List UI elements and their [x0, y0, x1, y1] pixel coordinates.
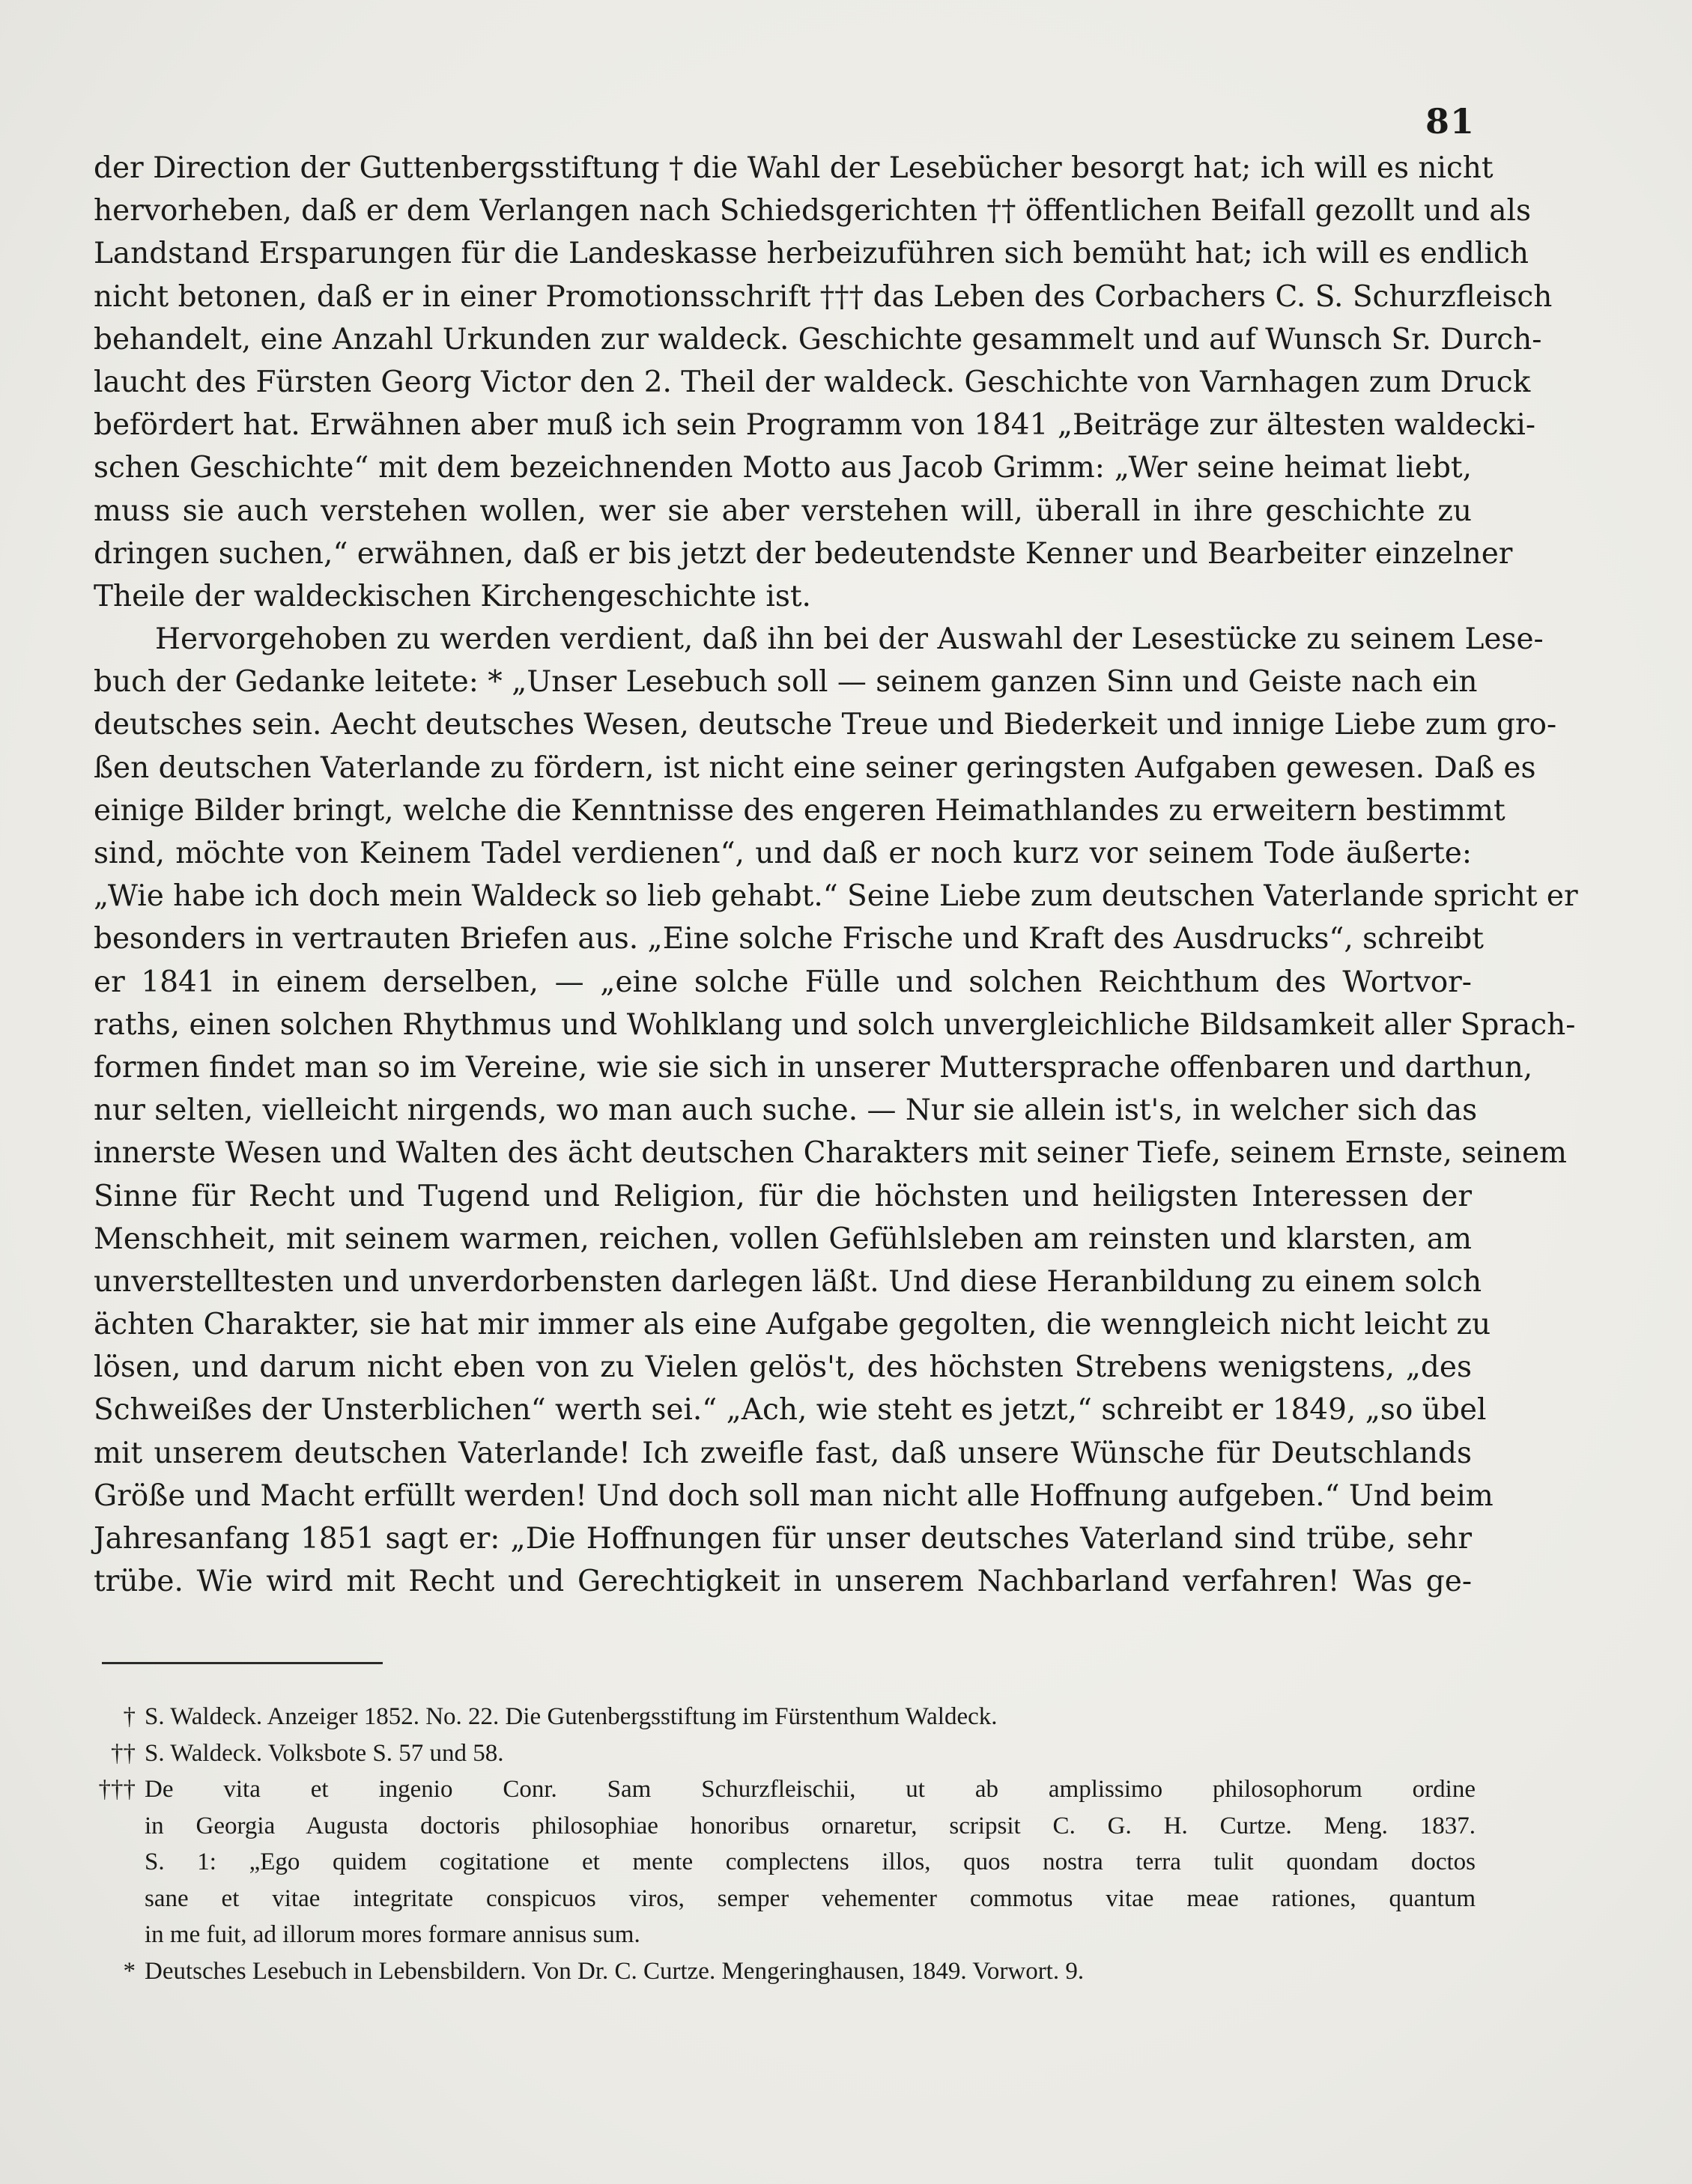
text-line: buch der Gedanke leitete: * „Unser Lesebuch soll — seinem ganzen Sinn und Geiste nach ein [94, 665, 1478, 700]
text-line: nur selten, vielleicht nirgends, wo man auch suche. — Nur sie allein ist's, in welcher sich das [94, 1093, 1478, 1128]
text-line: ächten Charakter, sie hat mir immer als eine Aufgabe gegolten, die wenngleich nicht leicht zu [94, 1308, 1491, 1342]
text-line: Jahresanfang 1851 sagt er: „Die Hoffnungen für unser deutsches Vaterland sind trübe, sehr [94, 1522, 1472, 1556]
text-line: ßen deutschen Vaterlande zu fördern, ist nicht eine seiner geringsten Aufgaben gewesen. Daß es [94, 750, 1536, 785]
footnote-text-line: in me fuit, ad illorum mores formare annisus sum. [145, 1921, 640, 1948]
footnote-separator [102, 1662, 383, 1664]
text-line: Theile der waldeckischen Kirchengeschichte ist. [94, 579, 811, 613]
text-line: dringen suchen,“ erwähnen, daß er bis jetzt der bedeutendste Kenner und Bearbeiter einzelner [94, 536, 1513, 571]
text-line: raths, einen solchen Rhythmus und Wohlklang und solch unvergleichliche Bildsamkeit aller Sprach- [94, 1007, 1576, 1042]
footnote-3 [94, 1771, 1476, 1953]
page-number: 81 [1425, 101, 1475, 142]
footnote-mark: * [123, 1957, 136, 1985]
text-line: Sinne für Recht und Tugend und Religion, für die höchsten und heiligsten Interessen der [94, 1179, 1472, 1213]
footnote-text-line: De vita et ingenio Conr. Sam Schurzfleischii, ut ab amplissimo philosophorum ordine [145, 1776, 1476, 1803]
text-line: Hervorgehoben zu werden verdient, daß ihn bei der Auswahl der Lesestücke zu seinem Lese- [155, 622, 1544, 657]
footnote-text-line: S. 1: „Ego quidem cogitatione et mente complectens illos, quos nostra terra tulit quondam doctos [145, 1848, 1476, 1875]
text-line: besonders in vertrauten Briefen aus. „Eine solche Frische und Kraft des Ausdrucks“, schreibt [94, 922, 1484, 956]
text-line: muss sie auch verstehen wollen, wer sie aber verstehen will, überall in ihre geschichte zu [94, 494, 1472, 528]
text-line: formen findet man so im Vereine, wie sie sich in unserer Muttersprache offenbaren und darthun, [94, 1050, 1533, 1085]
footnote-text: S. Waldeck. Anzeiger 1852. No. 22. Die Gutenbergsstiftung im Fürstenthum Waldeck. [145, 1703, 998, 1730]
footnote-text: Deutsches Lesebuch in Lebensbildern. Von Dr. C. Curtze. Mengeringhausen, 1849. Vorwort. 9. [145, 1957, 1085, 1985]
text-line: Menschheit, mit seinem warmen, reichen, vollen Gefühlsleben am reinsten und klarsten, am [94, 1222, 1472, 1256]
text-line: unverstelltesten und unverdorbensten darlegen läßt. Und diese Heranbildung zu einem solch [94, 1264, 1482, 1299]
footnote-text: S. Waldeck. Volksbote S. 57 und 58. [145, 1739, 504, 1767]
text-line: mit unserem deutschen Vaterlande! Ich zweifle fast, daß unsere Wünsche für Deutschlands [94, 1436, 1472, 1470]
text-line: sind, möchte von Keinem Tadel verdienen“, und daß er noch kurz vor seinem Tode äußerte: [94, 837, 1472, 870]
text-line: lösen, und darum nicht eben von zu Vielen gelös't, des höchsten Strebens wenigstens, „des [94, 1350, 1472, 1385]
footnote-4 [94, 1953, 1476, 1990]
text-line: hervorheben, daß er dem Verlangen nach Schiedsgerichten †† öffentlichen Beifall gezollt und als [94, 194, 1532, 228]
text-line: laucht des Fürsten Georg Victor den 2. Theil der waldeck. Geschichte von Varnhagen zum Druck [94, 365, 1531, 399]
text-line: Größe und Macht erfüllt werden! Und doch soll man nicht alle Hoffnung aufgeben.“ Und beim [94, 1478, 1494, 1513]
text-line: Landstand Ersparungen für die Landeskasse herbeizuführen sich bemüht hat; ich will es endlich [94, 237, 1529, 271]
text-line: behandelt, eine Anzahl Urkunden zur waldeck. Geschichte gesammelt und auf Wunsch Sr. Durch- [94, 322, 1542, 357]
footnote-mark: ††† [98, 1776, 136, 1803]
footnote-mark: † [123, 1703, 136, 1730]
text-line: der Direction der Guttenbergsstiftung † die Wahl der Lesebücher besorgt hat; ich will es nicht [94, 151, 1494, 185]
text-line: deutsches sein. Aecht deutsches Wesen, deutsche Treue und Biederkeit und innige Liebe zum gro- [94, 708, 1557, 742]
main-text [94, 147, 1578, 1603]
text-line: innerste Wesen und Walten des ächt deutschen Charakters mit seiner Tiefe, seinem Ernste, seinem [94, 1136, 1568, 1171]
text-line: „Wie habe ich doch mein Waldeck so lieb gehabt.“ Seine Liebe zum deutschen Vaterlande spricht er [94, 879, 1578, 914]
footnote-1 [94, 1699, 1476, 1735]
footnote-mark: †† [111, 1739, 136, 1767]
footnote-2 [94, 1735, 1476, 1772]
text-line: schen Geschichte“ mit dem bezeichnenden Motto aus Jacob Grimm: „Wer seine heimat liebt, [94, 451, 1472, 485]
text-line: trübe. Wie wird mit Recht und Gerechtigkeit in unserem Nachbarland verfahren! Was ge- [94, 1565, 1472, 1599]
footnotes [94, 1699, 1476, 1989]
text-line: Schweißes der Unsterblichen“ werth sei.“ „Ach, wie steht es jetzt,“ schreibt er 1849, „so übel [94, 1393, 1487, 1428]
text-line: er 1841 in einem derselben, — „eine solche Fülle und solchen Reichthum des Wortvor- [94, 965, 1472, 999]
footnote-text-line: in Georgia Augusta doctoris philosophiae honoribus ornaretur, scripsit C. G. H. Curtze. Meng. 1837. [145, 1812, 1476, 1839]
text-line: befördert hat. Erwähnen aber muß ich sein Programm von 1841 „Beiträge zur ältesten waldecki- [94, 408, 1535, 443]
text-line: nicht betonen, daß er in einer Promotionsschrift ††† das Leben des Corbachers C. S. Schurzfleisch [94, 279, 1553, 314]
text-line: einige Bilder bringt, welche die Kenntnisse des engeren Heimathlandes zu erweitern bestimmt [94, 793, 1505, 828]
footnote-text-line: sane et vitae integritate conspicuos viros, semper vehementer commotus vitae meae rationes, quantum [145, 1884, 1476, 1912]
